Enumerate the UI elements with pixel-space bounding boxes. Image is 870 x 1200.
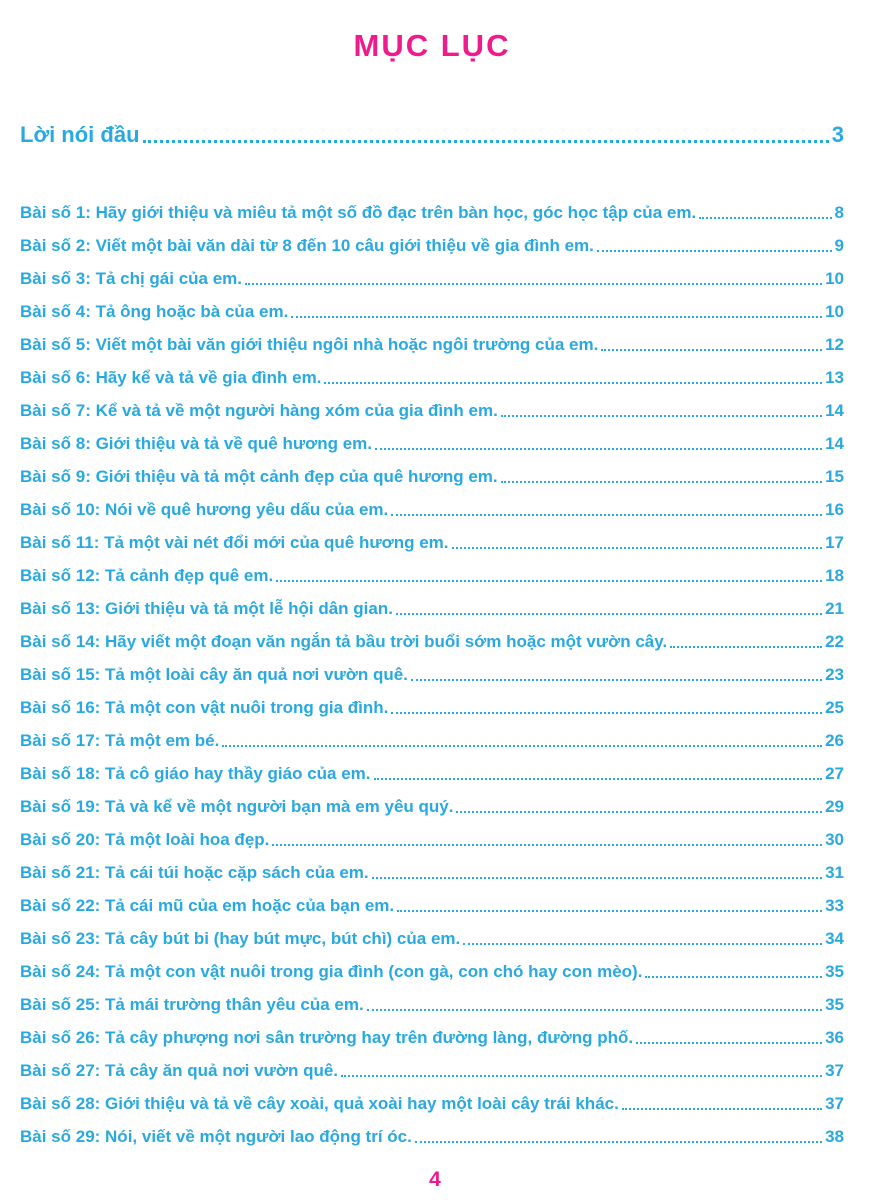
toc-entry-label: Bài số 25: Tả mái trường thân yêu của em.: [20, 995, 364, 1014]
toc-entry-page-number: 38: [825, 1127, 844, 1146]
toc-entry-label: Bài số 1: Hãy giới thiệu và miêu tả một số đồ đạc trên bàn học, góc học tập của em.: [20, 203, 697, 222]
toc-entry-page-number: 15: [825, 467, 844, 486]
toc-entry-page-number: 16: [825, 500, 844, 519]
toc-entry-label: Bài số 2: Viết một bài văn dài từ 8 đến 10 câu giới thiệu về gia đình em.: [20, 236, 594, 255]
dot-leader: [415, 1141, 822, 1143]
toc-entry-row: [20, 520, 844, 553]
dot-leader: [367, 1009, 822, 1011]
dot-leader: [341, 1075, 822, 1077]
toc-entry-row: [20, 883, 844, 916]
toc-entry-label: Bài số 16: Tả một con vật nuôi trong gia đình.: [20, 698, 389, 717]
toc-entry-page-number: 18: [825, 566, 844, 585]
dot-leader: [597, 250, 832, 252]
toc-entry-row: [20, 1015, 844, 1048]
dot-leader: [396, 613, 822, 615]
toc-entry-row: [20, 751, 844, 784]
toc-entry-row: [20, 190, 844, 223]
dot-leader: [291, 316, 822, 318]
preface-page-number: 3: [831, 122, 844, 147]
dot-leader: [670, 646, 822, 648]
toc-entry-row: [20, 487, 844, 520]
toc-entry-label: Bài số 14: Hãy viết một đoạn văn ngắn tả bầu trời buổi sớm hoặc một vườn cây.: [20, 632, 668, 651]
toc-entry-row: [20, 652, 844, 685]
dot-leader: [601, 349, 822, 351]
dot-leader: [222, 745, 822, 747]
toc-entry-row: [20, 223, 844, 256]
toc-entry-row: [20, 982, 844, 1015]
dot-leader: [245, 283, 822, 285]
toc-entry-label: Bài số 7: Kể và tả về một người hàng xóm của gia đình em.: [20, 401, 498, 420]
toc-entry-label: Bài số 12: Tả cảnh đẹp quê em.: [20, 566, 274, 585]
toc-entry-row: [20, 1114, 844, 1147]
toc-entry-row: [20, 784, 844, 817]
toc-entry-page-number: 17: [825, 533, 844, 552]
toc-entry-page-number: 25: [825, 698, 844, 717]
toc-entry-row: [20, 454, 844, 487]
dot-leader: [276, 580, 822, 582]
page-title: MỤC LỤC: [353, 28, 511, 63]
dot-leader: [636, 1042, 822, 1044]
toc-entry-page-number: 23: [825, 665, 844, 684]
preface-row: [20, 122, 844, 148]
toc-entry-row: [20, 322, 844, 355]
toc-entry-page-number: 30: [825, 830, 844, 849]
toc-entry-label: Bài số 10: Nói về quê hương yêu dấu của em.: [20, 500, 389, 519]
toc-entry-page-number: 21: [825, 599, 844, 618]
toc-list: [20, 190, 844, 1147]
toc-entry-label: Bài số 11: Tả một vài nét đổi mới của quê hương em.: [20, 533, 449, 552]
toc-entry-label: Bài số 5: Viết một bài văn giới thiệu ngôi nhà hoặc ngôi trường của em.: [20, 335, 599, 354]
toc-entry-label: Bài số 23: Tả cây bút bi (hay bút mực, bút chì) của em.: [20, 929, 461, 948]
dot-leader: [622, 1108, 822, 1110]
toc-entry-row: [20, 619, 844, 652]
toc-entry-label: Bài số 13: Giới thiệu và tả một lễ hội dân gian.: [20, 599, 393, 618]
dot-leader: [374, 778, 823, 780]
dot-leader: [456, 811, 822, 813]
toc-entry-row: [20, 718, 844, 751]
dot-leader: [143, 140, 829, 143]
toc-entry-row: [20, 289, 844, 322]
toc-entry-page-number: 22: [825, 632, 844, 651]
toc-entry-page-number: 29: [825, 797, 844, 816]
toc-entry-label: Bài số 29: Nói, viết về một người lao động trí óc.: [20, 1127, 412, 1146]
toc-entry-label: Bài số 18: Tả cô giáo hay thầy giáo của em.: [20, 764, 371, 783]
toc-entry-page-number: 14: [825, 434, 844, 453]
toc-entry-label: Bài số 3: Tả chị gái của em.: [20, 269, 243, 288]
toc-entry-label: Bài số 19: Tả và kể về một người bạn mà em yêu quý.: [20, 797, 454, 816]
toc-entry-label: Bài số 4: Tả ông hoặc bà của em.: [20, 302, 289, 321]
dot-leader: [501, 481, 822, 483]
toc-entry-label: Bài số 17: Tả một em bé.: [20, 731, 220, 750]
dot-leader: [463, 943, 822, 945]
toc-entry-page-number: 33: [825, 896, 844, 915]
toc-entry-row: [20, 355, 844, 388]
dot-leader: [391, 712, 822, 714]
dot-leader: [391, 514, 822, 516]
toc-entry-label: Bài số 20: Tả một loài hoa đẹp.: [20, 830, 270, 849]
toc-entry-label: Bài số 22: Tả cái mũ của em hoặc của bạn em.: [20, 896, 395, 915]
toc-entry-row: [20, 1081, 844, 1114]
toc-entry-page-number: 27: [825, 764, 844, 783]
dot-leader: [411, 679, 822, 681]
toc-entry-row: [20, 685, 844, 718]
toc-entry-label: Bài số 21: Tả cái túi hoặc cặp sách của em.: [20, 863, 369, 882]
dot-leader: [645, 976, 822, 978]
toc-entry-page-number: 10: [825, 269, 844, 288]
toc-entry-page-number: 35: [825, 962, 844, 981]
dot-leader: [272, 844, 822, 846]
toc-entry-page-number: 36: [825, 1028, 844, 1047]
toc-entry-row: [20, 949, 844, 982]
toc-entry-row: [20, 1048, 844, 1081]
toc-entry-row: [20, 388, 844, 421]
toc-entry-row: [20, 586, 844, 619]
toc-entry-page-number: 10: [825, 302, 844, 321]
toc-entry-page-number: 9: [834, 236, 844, 255]
dot-leader: [372, 877, 822, 879]
toc-entry-label: Bài số 15: Tả một loài cây ăn quả nơi vườn quê.: [20, 665, 408, 684]
toc-entry-row: [20, 916, 844, 949]
toc-entry-page-number: 12: [825, 335, 844, 354]
toc-entry-page-number: 14: [825, 401, 844, 420]
toc-entry-row: [20, 817, 844, 850]
dot-leader: [452, 547, 823, 549]
toc-entry-label: Bài số 26: Tả cây phượng nơi sân trường hay trên đường làng, đường phố.: [20, 1028, 634, 1047]
toc-entry-page-number: 35: [825, 995, 844, 1014]
toc-entry-page-number: 34: [825, 929, 844, 948]
toc-entry-label: Bài số 6: Hãy kể và tả về gia đình em.: [20, 368, 322, 387]
dot-leader: [375, 448, 822, 450]
toc-entry-page-number: 8: [834, 203, 844, 222]
toc-entry-page-number: 37: [825, 1061, 844, 1080]
toc-entry-label: Bài số 27: Tả cây ăn quả nơi vườn quê.: [20, 1061, 339, 1080]
dot-leader: [397, 910, 822, 912]
toc-entry-page-number: 13: [825, 368, 844, 387]
toc-entry-page-number: 31: [825, 863, 844, 882]
toc-entry-label: Bài số 9: Giới thiệu và tả một cảnh đẹp của quê hương em.: [20, 467, 498, 486]
toc-entry-row: [20, 421, 844, 454]
toc-entry-label: Bài số 24: Tả một con vật nuôi trong gia đình (con gà, con chó hay con mèo).: [20, 962, 643, 981]
toc-entry-row: [20, 256, 844, 289]
preface-label: Lời nói đầu: [20, 122, 140, 147]
toc-entry-page-number: 26: [825, 731, 844, 750]
toc-entry-row: [20, 553, 844, 586]
toc-entry-label: Bài số 8: Giới thiệu và tả về quê hương em.: [20, 434, 373, 453]
dot-leader: [699, 217, 831, 219]
page-number-footer: 4: [429, 1168, 441, 1191]
dot-leader: [501, 415, 822, 417]
toc-entry-label: Bài số 28: Giới thiệu và tả về cây xoài, quả xoài hay một loài cây trái khác.: [20, 1094, 619, 1113]
toc-entry-page-number: 37: [825, 1094, 844, 1113]
dot-leader: [324, 382, 822, 384]
toc-entry-row: [20, 850, 844, 883]
